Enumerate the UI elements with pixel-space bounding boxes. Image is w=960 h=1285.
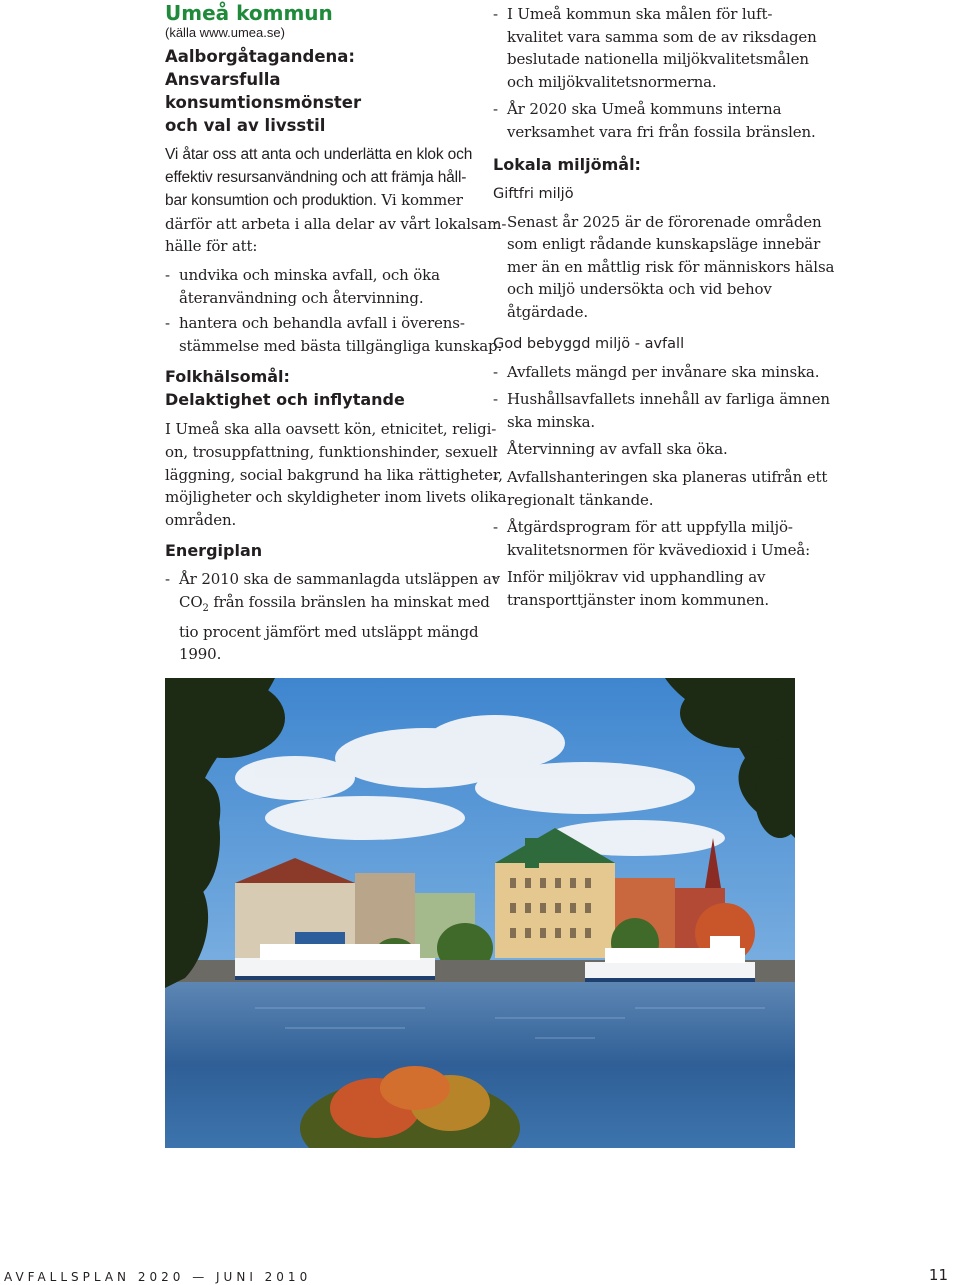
city-riverside-photo: [165, 678, 795, 1148]
list-item: - undvika och minska avfall, och öka återanvändning och återvinning.: [165, 264, 470, 309]
list-item: - År 2020 ska Umeå kommuns interna verksamhet vara fri från fossila bränslen.: [493, 98, 798, 143]
aalborg-list: [165, 264, 503, 357]
health-heading: Folkhälsomål: Delaktighet och inflytande: [165, 367, 405, 410]
built-environment-list: [493, 361, 830, 612]
org-title: Umeå kommun: [165, 1, 333, 25]
aalborg-paragraph: Vi åtar oss att anta och underlätta en klok och effektiv resursanvändning och att främja håll- bar konsumtion och produktion. Vi kommer därför att arbeta i alla delar av vårt lokalsam- hälle för att:: [165, 146, 507, 256]
left-column: [165, 0, 507, 666]
list-item: - År 2010 ska de sammanlagda utsläppen av $CO_2$ från fossila bränslen ha minskat med tio procent jämfört med utsläppt mängd 1990.: [165, 568, 470, 665]
local-goals-heading: Lokala miljömål:: [493, 154, 641, 174]
source-note: (källa www.umea.se): [165, 25, 285, 40]
list-item: - Avfallets mängd per invånare ska minska.: [493, 361, 798, 384]
intro-list: [493, 3, 817, 144]
photo-illustration: [165, 678, 795, 1148]
health-paragraph: I Umeå ska alla oavsett kön, etnicitet, religi- on, trosuppfattning, funktionshinder, sexuell läggning, social bakgrund ha lika rättigheter, möjligheter och skyldigheter inom livets olika områden.: [165, 420, 507, 529]
page-number: 11: [928, 1266, 948, 1284]
list-item: - hantera och behandla avfall i överens- stämmelse med bästa tillgängliga kunskap.: [165, 312, 470, 357]
energy-heading: Energiplan: [165, 541, 263, 561]
built-environment-heading: God bebyggd miljö - avfall: [493, 335, 685, 352]
list-item: - Avfallshanteringen ska planeras utifrån ett regionalt tänkande.: [493, 466, 798, 511]
list-item: - I Umeå kommun ska målen för luft- kvalitet vara samma som de av riksdagen beslutade nationella miljökvalitetsmålen och miljökvalitetsnormerna.: [493, 3, 798, 93]
toxic-free-list: [493, 211, 835, 324]
aalborg-heading: Aalborgåtagandena: Ansvarsfulla konsumtionsmönster och val av livsstil: [165, 47, 362, 135]
publication-footer: AVFALLSPLAN 2020 — JUNI 2010: [4, 1270, 312, 1284]
right-column: [493, 0, 835, 611]
list-item: - Hushållsavfallets innehåll av farliga ämnen ska minska.: [493, 388, 798, 433]
list-item: - Åtgärdsprogram för att uppfylla miljö- kvalitetsnormen för kvävedioxid i Umeå:: [493, 516, 798, 561]
energy-list: [165, 568, 501, 665]
list-item: - Återvinning av avfall ska öka.: [493, 438, 798, 461]
toxic-free-heading: Giftfri miljö: [493, 185, 574, 202]
list-item: - Senast år 2025 är de förorenade områden som enligt rådande kunskapsläge innebär mer än en måttlig risk för människors hälsa och miljö undersökta och vid behov åtgärdade.: [493, 211, 798, 324]
list-item: - Inför miljökrav vid upphandling av transporttjänster inom kommunen.: [493, 566, 798, 611]
